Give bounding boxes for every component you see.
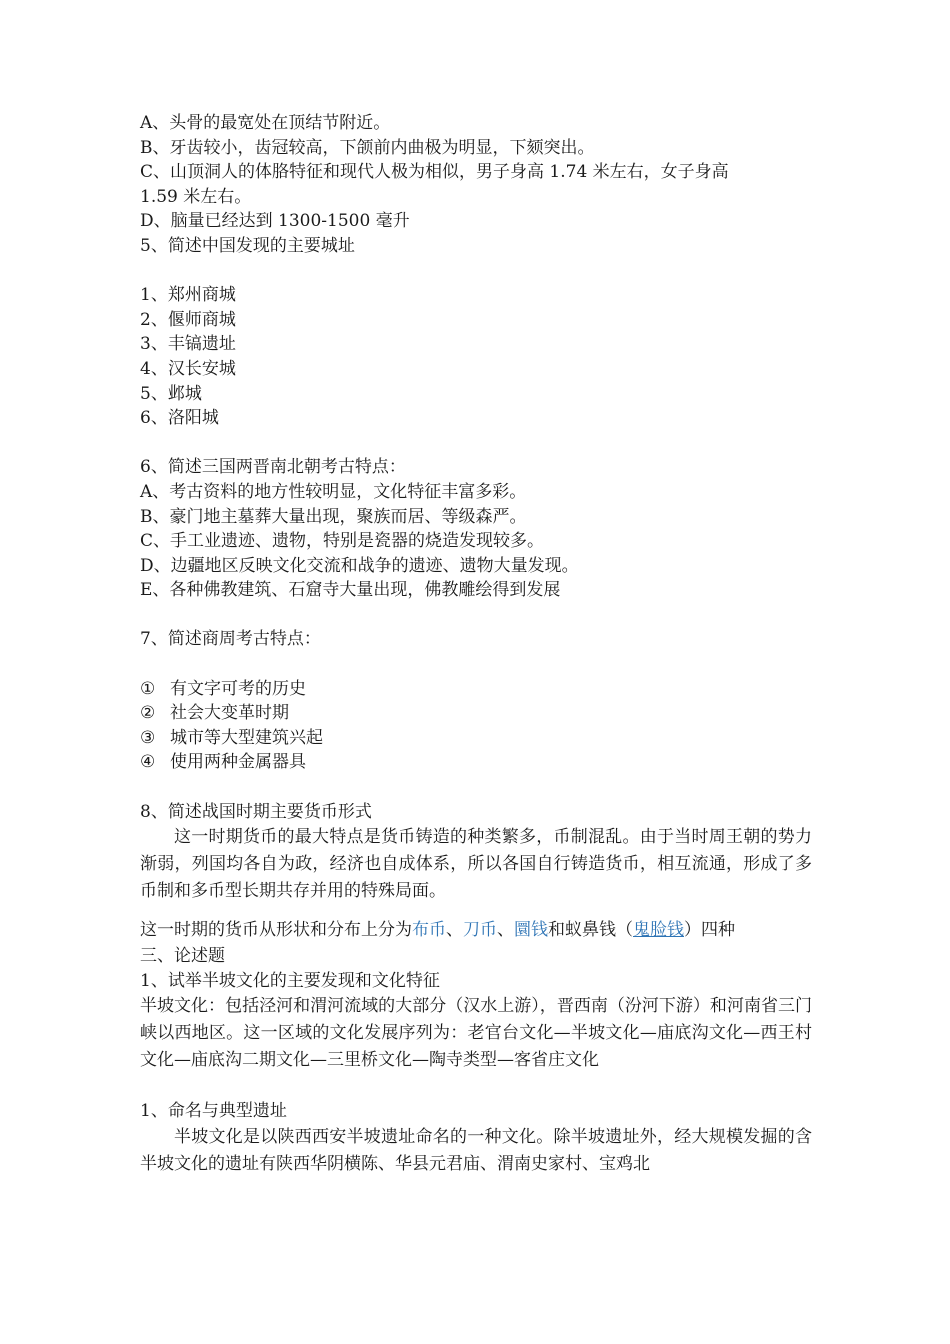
text-span: 和蚁鼻钱（ bbox=[548, 920, 633, 941]
circled-number: ③ bbox=[140, 727, 156, 748]
link-daobi[interactable]: 刀币 bbox=[463, 920, 497, 941]
list-item-text: 城市等大型建筑兴起 bbox=[170, 727, 323, 748]
list-item: E、各种佛教建筑、石窟寺大量出现，佛教雕绘得到发展 bbox=[140, 580, 561, 601]
list-item: A、考古资料的地方性较明显，文化特征丰富多彩。 bbox=[140, 481, 527, 502]
city-item: 1、郑州商城 bbox=[140, 285, 236, 306]
question-heading: 7、简述商周考古特点： bbox=[140, 629, 321, 650]
document-body bbox=[140, 111, 812, 1178]
question-heading: 8、简述战国时期主要货币形式 bbox=[140, 801, 372, 822]
city-item: 6、洛阳城 bbox=[140, 408, 219, 429]
circled-number: ② bbox=[140, 703, 156, 724]
text-line: C、山顶洞人的体胳特征和现代人极为相似，男子身高 1.74 米左右，女子身高 bbox=[140, 162, 729, 183]
text-span: 、 bbox=[497, 920, 514, 941]
text-line: B、牙齿较小，齿冠较高，下颌前内曲极为明显，下颏突出。 bbox=[140, 137, 595, 158]
question-heading: 6、简述三国两晋南北朝考古特点： bbox=[140, 457, 406, 478]
list-item: D、边疆地区反映文化交流和战争的遗迹、遗物大量发现。 bbox=[140, 555, 579, 576]
list-item-text: 社会大变革时期 bbox=[170, 703, 289, 724]
link-huanqian[interactable]: 圜钱 bbox=[514, 920, 548, 941]
text-line: D、脑量已经达到 1300-1500 毫升 bbox=[140, 211, 410, 232]
question-heading: 5、简述中国发现的主要城址 bbox=[140, 235, 355, 256]
list-item-text: 有文字可考的历史 bbox=[170, 678, 306, 699]
list-item bbox=[140, 701, 812, 726]
list-item: B、豪门地主墓葬大量出现，聚族而居、等级森严。 bbox=[140, 506, 527, 527]
text-line: A、头骨的最宽处在顶结节附近。 bbox=[140, 113, 391, 133]
city-item: 4、汉长安城 bbox=[140, 358, 236, 379]
list-item bbox=[140, 726, 812, 751]
link-guilianqian[interactable]: 鬼脸钱 bbox=[633, 920, 684, 941]
section-heading: 三、论述题 bbox=[140, 946, 225, 967]
city-item: 5、邺城 bbox=[140, 383, 202, 404]
link-bubi[interactable]: 布币 bbox=[412, 920, 446, 941]
text-span: 这一时期的货币从形状和分布上分为 bbox=[140, 920, 412, 941]
circled-number: ① bbox=[140, 678, 156, 699]
list-item bbox=[140, 750, 812, 775]
city-item: 3、丰镐遗址 bbox=[140, 334, 236, 355]
currency-forms-line bbox=[140, 917, 812, 944]
city-item: 2、偃师商城 bbox=[140, 309, 236, 330]
subsection-heading: 1、命名与典型遗址 bbox=[140, 1101, 287, 1121]
list-item: C、手工业遗迹、遗物，特别是瓷器的烧造发现较多。 bbox=[140, 531, 545, 552]
paragraph: 半坡文化是以陕西西安半坡遗址命名的一种文化。除半坡遗址外，经大规模发掘的含半坡文化的遗址有陕西华阴横陈、华县元君庙、渭南史家村、宝鸡北 bbox=[140, 1126, 812, 1174]
text-span: 、 bbox=[446, 920, 463, 941]
list-item bbox=[140, 677, 812, 702]
text-span: ）四种 bbox=[684, 920, 735, 941]
paragraph: 半坡文化：包括泾河和渭河流域的大部分（汉水上游），晋西南（汾河下游）和河南省三门峡以西地区。这一区域的文化发展序列为：老官台文化—半坡文化—庙底沟文化—西王村文化—庙底沟二期文化—三里桥文化—陶寺类型—客省庄文化 bbox=[140, 996, 812, 1071]
circled-number: ④ bbox=[140, 752, 156, 773]
text-line: 1.59 米左右。 bbox=[140, 186, 252, 207]
question-heading: 1、试举半坡文化的主要发现和文化特征 bbox=[140, 970, 440, 991]
paragraph: 这一时期货币的最大特点是货币铸造的种类繁多，币制混乱。由于当时周王朝的势力渐弱，列国均各自为政，经济也自成体系，所以各国自行铸造货币，相互流通，形成了多币制和多币型长期共存并用的特殊局面。 bbox=[140, 827, 812, 902]
list-item-text: 使用两种金属器具 bbox=[170, 752, 306, 773]
